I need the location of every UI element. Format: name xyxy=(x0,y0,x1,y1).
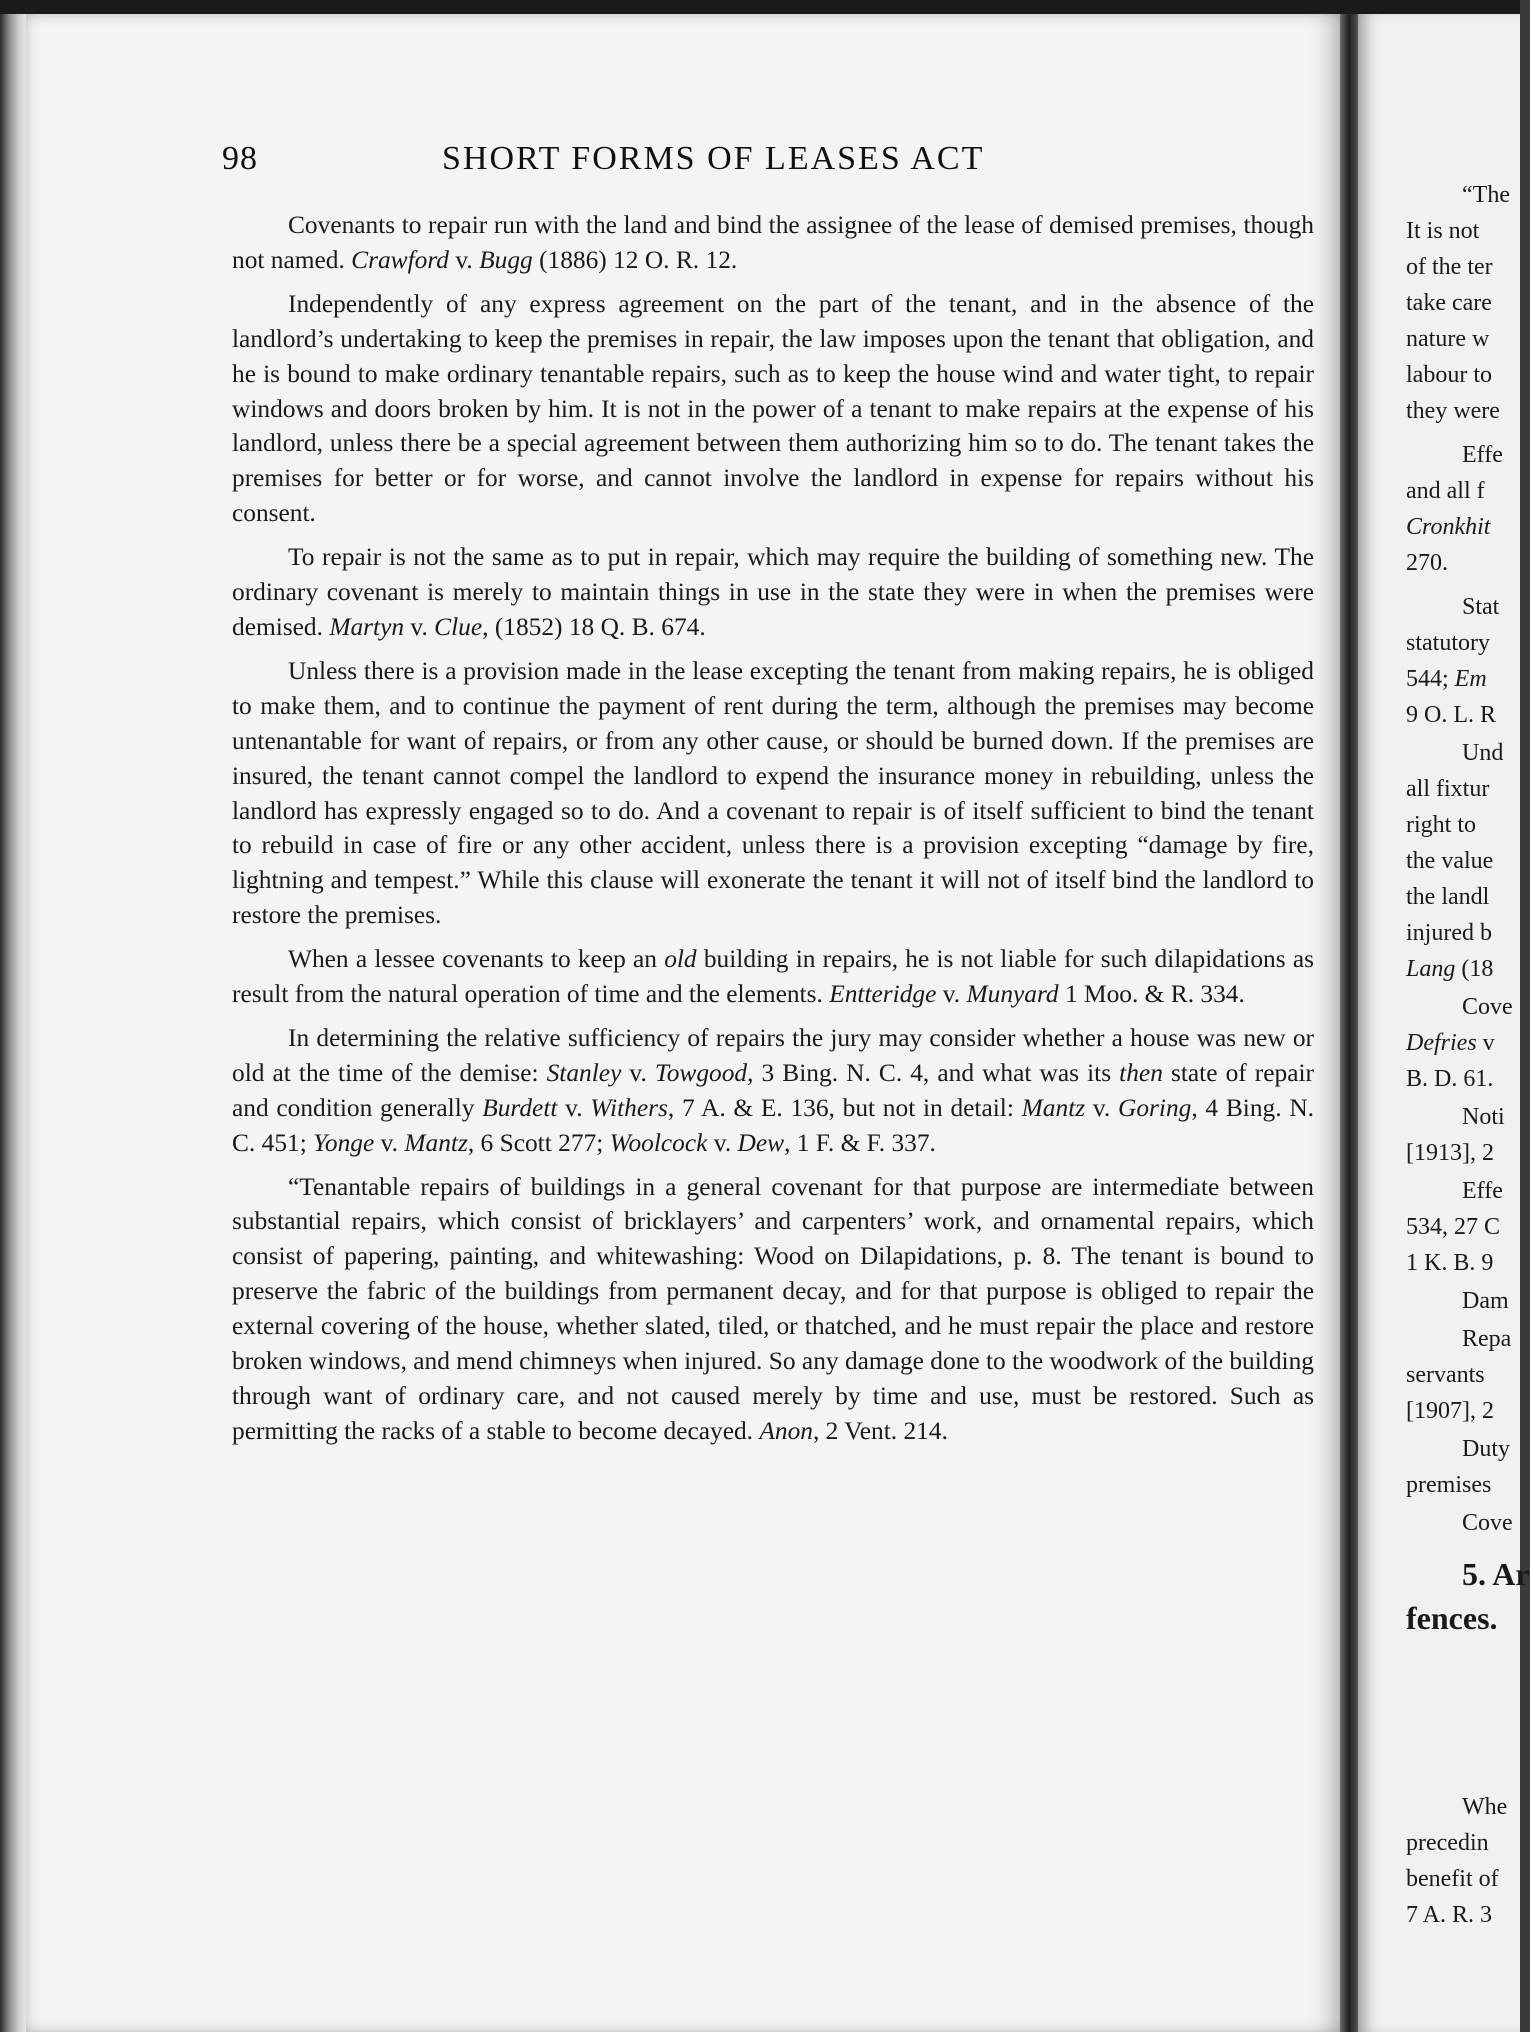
facing-page-line: Cove xyxy=(1462,994,1513,1020)
facing-page-line: the landl xyxy=(1406,884,1490,910)
facing-page-line: take care xyxy=(1406,290,1492,316)
facing-page-line: 544; Em xyxy=(1406,666,1487,692)
facing-page-line: injured b xyxy=(1406,920,1492,946)
facing-page-line: [1907], 2 xyxy=(1406,1398,1494,1424)
facing-page-line: Defries v xyxy=(1406,1030,1495,1056)
facing-page-line: Repa xyxy=(1462,1326,1512,1352)
facing-page-line: and all f xyxy=(1406,478,1485,504)
paragraph-1: Covenants to repair run with the land and bind the assignee of the lease of demised premises, though not named. Crawford v. Bugg (1886) 12 O. R. 12. xyxy=(232,211,1314,274)
facing-page-line: Noti xyxy=(1462,1104,1505,1130)
facing-page-line: 1 K. B. 9 xyxy=(1406,1250,1494,1276)
facing-page-line: they were xyxy=(1406,398,1500,424)
facing-page-line: B. D. 61. xyxy=(1406,1066,1494,1092)
facing-page-line: the value xyxy=(1406,848,1494,874)
facing-page-line: servants xyxy=(1406,1362,1485,1388)
facing-page-line: right to xyxy=(1406,812,1476,838)
facing-page-line: Stat xyxy=(1462,594,1500,620)
paragraph-4: Unless there is a provision made in the lease excepting the tenant from making repairs, he is obliged to make them, and to continue the payment of rent during the term, although the premises may become untenantable for want of repairs, or from any other cause, or should be burned down. If the premises are insured, the tenant cannot compel the landlord to expend the insurance money in rebuilding, unless the landlord has expressly engaged so to do. And a covenant to repair is of itself sufficient to bind the tenant to rebuild in case of fire or any other accident, unless there is a provision excepting “damage by fire, lightning and tempest.” While this clause will exonerate the tenant it will not of itself bind the landlord to restore the premises. xyxy=(232,656,1314,930)
facing-page-line: nature w xyxy=(1406,326,1490,352)
page-header xyxy=(222,140,1062,188)
facing-page-line: 534, 27 C xyxy=(1406,1214,1501,1240)
facing-page-line: Effe xyxy=(1462,442,1503,468)
book-gutter xyxy=(1340,14,1358,2032)
book-edge-shadow xyxy=(0,14,26,2032)
facing-page-line: [1913], 2 xyxy=(1406,1140,1494,1166)
facing-page-line: 7 A. R. 3 xyxy=(1406,1902,1493,1928)
facing-page-line: statutory xyxy=(1406,630,1490,656)
facing-page-line: 9 O. L. R xyxy=(1406,702,1496,728)
right-page-fragment xyxy=(1358,14,1530,2032)
paragraph-5: When a lessee covenants to keep an old building in repairs, he is not liable for such dilapidations as result from the natural operation of time and the elements. Entteridge v. Munyard 1 Moo. & R. 334. xyxy=(232,945,1315,1009)
facing-page-line: 5. Ar xyxy=(1462,1556,1530,1592)
paragraph-7: “Tenantable repairs of buildings in a general covenant for that purpose are intermediate between substantial repairs, which consist of bricklayers’ and carpenters’ work, and ornamental repairs, which consist of papering, painting, and whitewashing: Wood on Dilapidations, p. 8. The tenant is bound to preserve the fabric of the buildings from permanent decay, and for that purpose is obliged to repair the external covering of the house, whether slated, tiled, or thatched, and he must repair the place and restore broken windows, and mend chimneys when injured. So any damage done to the woodwork of the building through want of ordinary care, and not caused merely by time and use, must be restored. Such as permitting the racks of a stable to become decayed. Anon, 2 Vent. 214. xyxy=(232,1172,1314,1445)
facing-page-line: all fixtur xyxy=(1406,776,1490,802)
facing-page-line: “The xyxy=(1462,182,1510,208)
paragraph-2: Independently of any express agreement on the part of the tenant, and in the absence of the landlord’s undertaking to keep the premises in repair, the law imposes upon the tenant that obligation, and he is bound to make ordinary tenantable repairs, such as to keep the house wind and water tight, to repair windows and doors broken by him. It is not in the power of a tenant to make repairs at the expense of his landlord, unless there be a special agreement between them authorizing him so to do. The tenant takes the premises for better or for worse, and cannot involve the landlord in expense for repairs without his consent. xyxy=(232,289,1314,528)
facing-page-line: fences. xyxy=(1406,1600,1498,1636)
facing-page-line: of the ter xyxy=(1406,254,1493,280)
facing-page-line: It is not xyxy=(1406,218,1480,244)
facing-page-line: Whe xyxy=(1462,1794,1508,1820)
facing-page-line: precedin xyxy=(1406,1830,1489,1856)
facing-page-line: Duty xyxy=(1462,1436,1510,1462)
facing-page-line: Cronkhit xyxy=(1406,514,1491,540)
paragraph-3: To repair is not the same as to put in repair, which may require the building of something new. The ordinary covenant is merely to maintain things in use in the state they were in when the premises were demised. Martyn v. Clue, (1852) 18 Q. B. 674. xyxy=(232,543,1314,641)
facing-page-line: Und xyxy=(1462,740,1504,766)
body-text xyxy=(232,208,1314,1458)
scan-top-edge xyxy=(0,0,1520,14)
page-number: 98 xyxy=(222,140,258,177)
facing-page-line: Dam xyxy=(1462,1288,1509,1314)
paragraph-6: In determining the relative sufficiency of repairs the jury may consider whether a house was new or old at the time of the demise: Stanley v. Towgood, 3 Bing. N. C. 4, and what was its then state of repair and condition generally Burdett v. Withers, 7 A. & E. 136, but not in detail: Mantz v. Goring, 4 Bing. N. C. 451; Yonge v. Mantz, 6 Scott 277; Woolcock v. Dew, 1 F. & F. 337. xyxy=(232,1023,1315,1157)
facing-page-line: Lang (18 xyxy=(1406,956,1494,982)
facing-page-line: Effe xyxy=(1462,1178,1503,1204)
facing-page-line: 270. xyxy=(1406,550,1448,576)
running-title: SHORT FORMS OF LEASES ACT xyxy=(442,140,985,177)
facing-page-line: Cove xyxy=(1462,1510,1513,1536)
facing-page-line: premises xyxy=(1406,1472,1492,1498)
facing-page-line: labour to xyxy=(1406,362,1492,388)
facing-page-line: benefit of xyxy=(1406,1866,1499,1892)
